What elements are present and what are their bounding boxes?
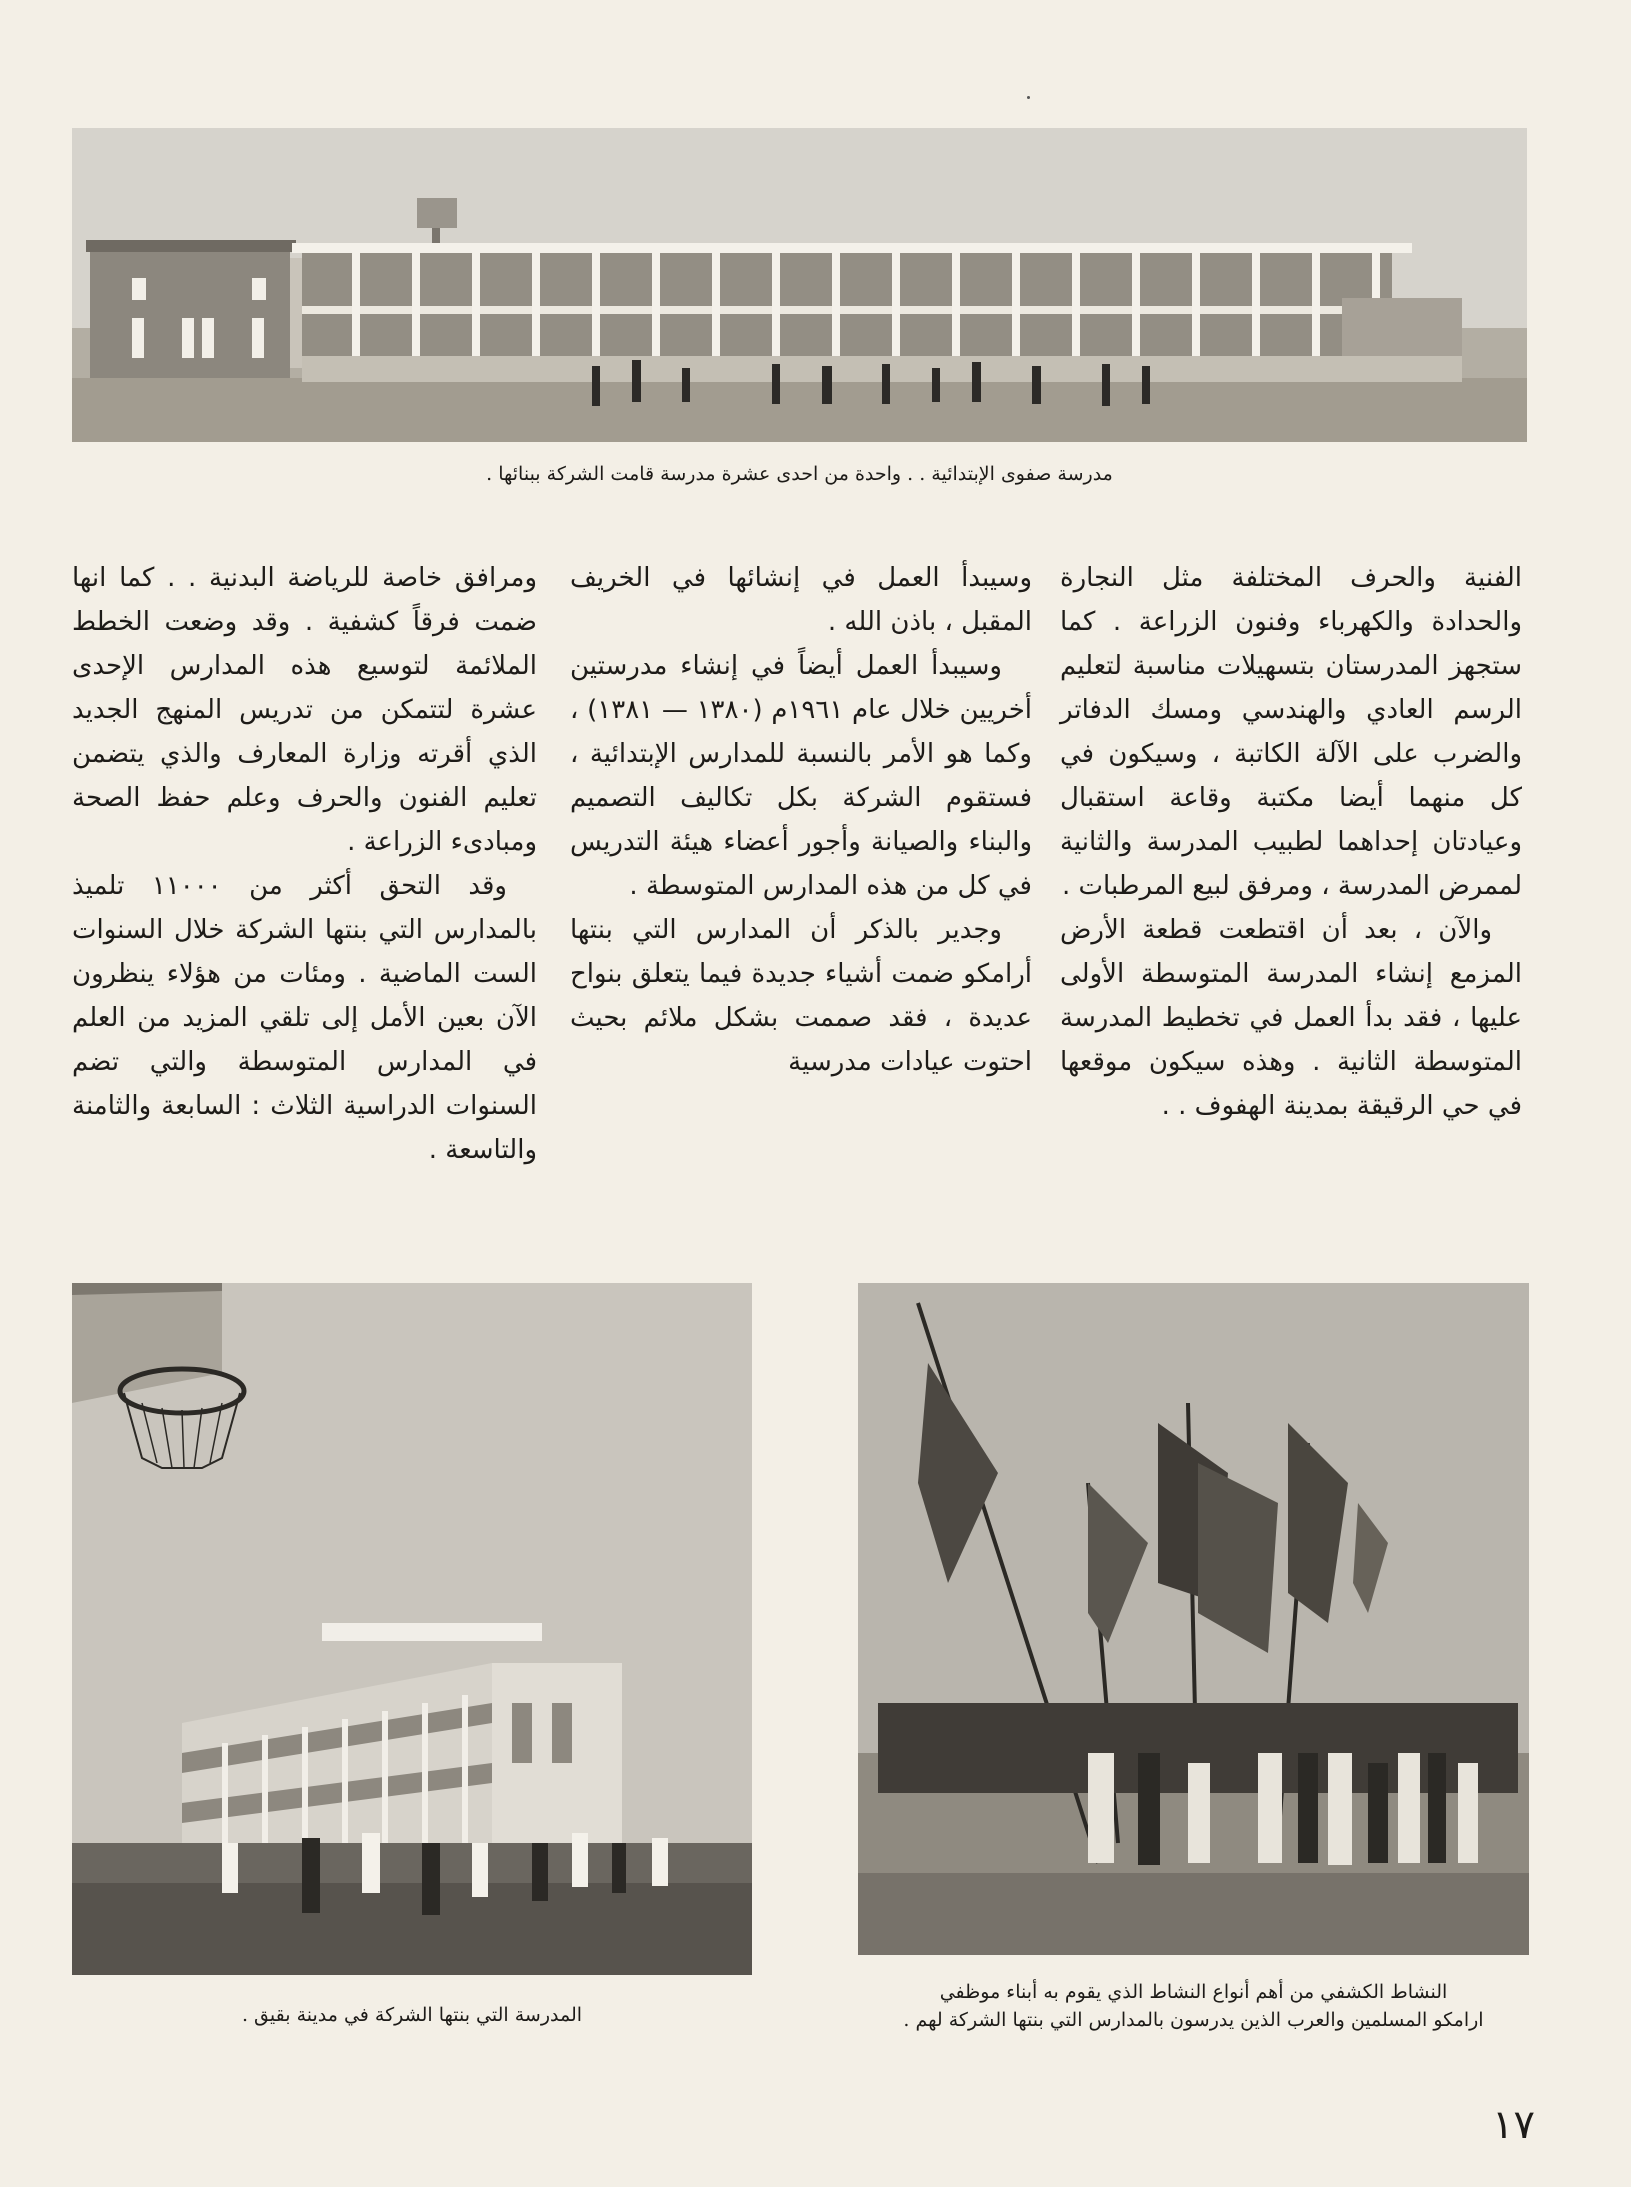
paragraph: ومرافق خاصة للرياضة البدنية . . كما انها ضمت فرقاً كشفية . وقد وضعت الخطط الملائمة لتوسيع هذه المدارس الإحدى عشرة لتتمكن من تدريس المنهج الجديد الذي أقرته وزارة المعارف والذي يتضمن تعليم الفنون والحرف وعلم حفظ الصحة ومبادىء الزراعة .: [72, 563, 537, 857]
top-photo-caption: مدرسة صفوى الإبتدائية . . واحدة من احدى عشرة مدرسة قامت الشركة ببنائها .: [486, 463, 1113, 485]
paragraph: والآن ، بعد أن اقتطعت قطعة الأرض المزمع إنشاء المدرسة المتوسطة الأولى عليها ، فقد بدأ العمل في تخطيط المدرسة المتوسطة الثانية . وهذه سيكون موقعها في حي الرقيقة بمدينة الهفوف . .: [1060, 915, 1522, 1121]
paragraph: وسيبدأ العمل أيضاً في إنشاء مدرستين أخريين خلال عام ١٩٦١م (١٣٨٠ — ١٣٨١) ، وكما هو الأمر بالنسبة للمدارس الإبتدائية ، فستقوم الشركة بكل تكاليف التصميم والبناء والصيانة وأجور أعضاء هيئة التدريس في كل من هذه المدارس المتوسطة .: [570, 651, 1032, 901]
text-column-left: [72, 556, 537, 1172]
print-speck: [1027, 96, 1030, 99]
scouts-flags-illustration: [858, 1283, 1529, 1955]
bottom-left-photo-abqaiq-school: [72, 1283, 752, 1975]
abqaiq-school-illustration: [72, 1283, 752, 1975]
text-column-right: [1060, 556, 1522, 1128]
safwa-school-illustration: [72, 128, 1527, 442]
bottom-left-photo-caption: المدرسة التي بنتها الشركة في مدينة بقيق .: [241, 2004, 583, 2026]
bottom-right-photo-caption-line-1: النشاط الكشفي من أهم أنواع النشاط الذي يقوم به أبناء موظفي: [939, 1981, 1448, 2003]
paragraph: وجدير بالذكر أن المدارس التي بنتها أرامكو ضمت أشياء جديدة فيما يتعلق بنواح عديدة ، فقد صممت بشكل ملائم بحيث احتوت عيادات مدرسية: [570, 915, 1032, 1077]
page-number: ١٧: [1492, 2102, 1535, 2148]
bottom-right-photo-scouts: [858, 1283, 1529, 1955]
paragraph: وقد التحق أكثر من ١١٠٠٠ تلميذ بالمدارس التي بنتها الشركة خلال السنوات الست الماضية . ومئات من هؤلاء ينظرون الآن بعين الأمل إلى تلقي المزيد من العلم في المدارس المتوسطة والتي تضم السنوات الدراسية الثلاث : السابعة والثامنة والتاسعة .: [72, 871, 537, 1165]
bottom-right-photo-caption-line-2: ارامكو المسلمين والعرب الذين يدرسون بالمدارس التي بنتها الشركة لهم .: [903, 2009, 1484, 2031]
paragraph: الفنية والحرف المختلفة مثل النجارة والحدادة والكهرباء وفنون الزراعة . كما ستجهز المدرستان بتسهيلات مناسبة لتعليم الرسم العادي والهندسي ومسك الدفاتر والضرب على الآلة الكاتبة ، وسيكون في كل منهما أيضا مكتبة وقاعة استقبال وعيادتان إحداهما لطبيب المدرسة والثانية لممرض المدرسة ، ومرفق لبيع المرطبات .: [1060, 563, 1522, 901]
top-photo-safwa-school: [72, 128, 1527, 442]
paragraph: وسيبدأ العمل في إنشائها في الخريف المقبل ، باذن الله .: [570, 563, 1032, 637]
text-column-middle: [570, 556, 1032, 1084]
